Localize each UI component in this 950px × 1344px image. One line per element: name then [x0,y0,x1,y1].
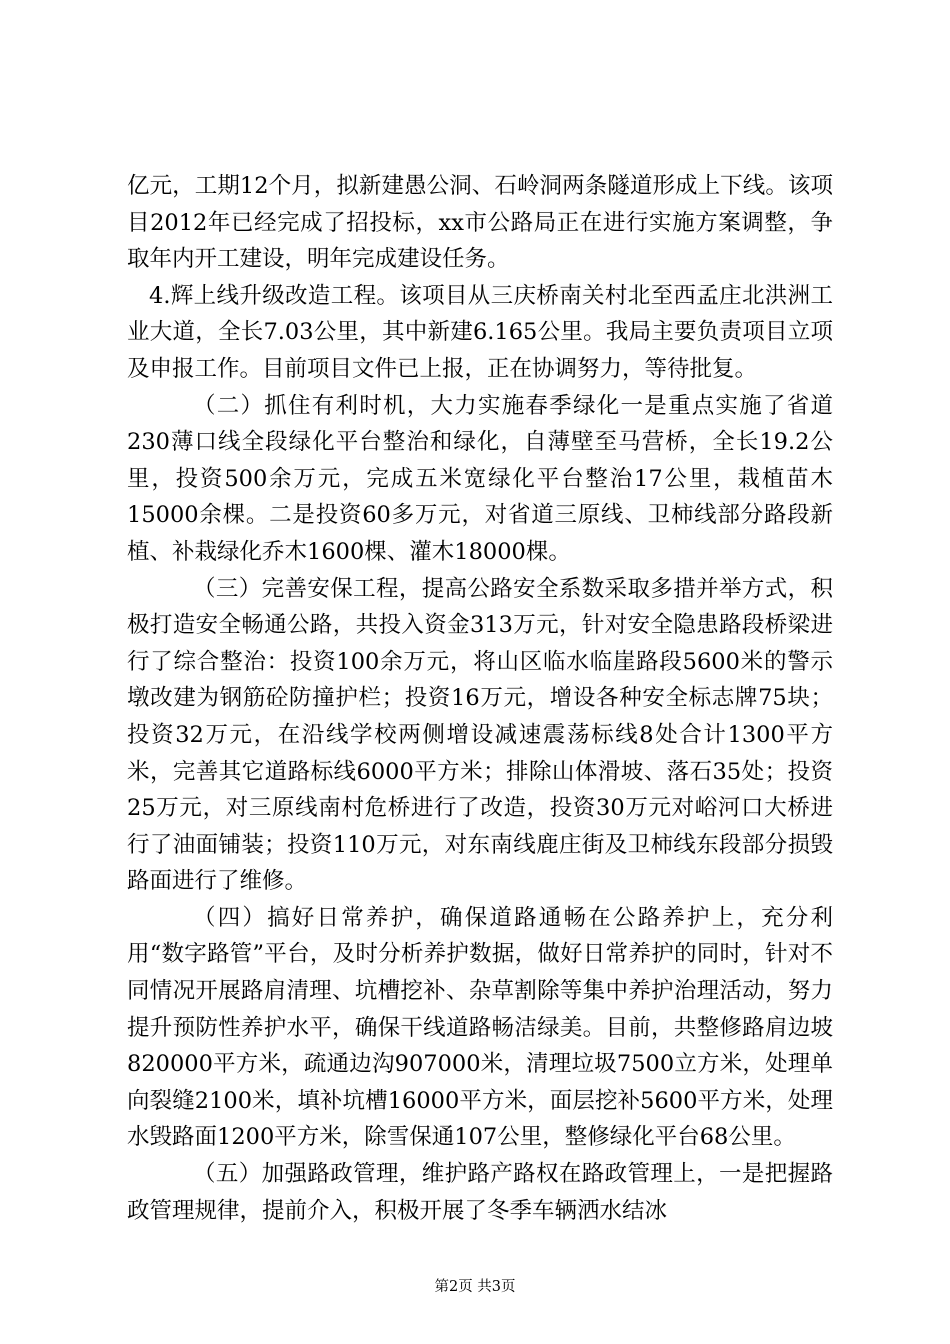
paragraph-spring-greening: （二）抓住有利时机，大力实施春季绿化一是重点实施了省道230薄口线全段绿化平台整治和绿化，自薄壁至马营桥，全长19.2公里，投资500余万元，完成五米宽绿化平台整治17公里，栽植苗木15000余棵。二是投资60多万元，对省道三原线、卫柿线部分路段新植、补栽绿化乔木1600棵、灌木18000棵。 [127,392,833,565]
paragraph-safety-works: （三）完善安保工程，提高公路安全系数采取多措并举方式，积极打造安全畅通公路，共投入资金313万元，针对安全隐患路段桥梁进行了综合整治：投资100余万元，将山区临水临崖路段5600米的警示墩改建为钢筋砼防撞护栏；投资16万元，增设各种安全标志牌75块；投资32万元，在沿线学校两侧增设减速震荡标线8处合计1300平方米，完善其它道路标线6000平方米；排除山体滑坡、落石35处；投资25万元，对三原线南村危桥进行了改造，投资30万元对峪河口大桥进行了油面铺装；投资110万元，对东南线鹿庄街及卫柿线东段部分损毁路面进行了维修。 [127,575,833,895]
paragraph-road-administration: （五）加强路政管理，维护路产路权在路政管理上，一是把握路政管理规律，提前介入，积极开展了冬季车辆洒水结冰 [127,1161,833,1224]
paragraph-daily-maintenance: （四）搞好日常养护，确保道路通畅在公路养护上，充分利用“数字路管”平台，及时分析养护数据，做好日常养护的同时，针对不同情况开展路肩清理、坑槽挖补、杂草割除等集中养护治理活动，努力提升预防性养护水平，确保干线道路畅洁绿美。目前，共整修路肩边坡820000平方米，疏通边沟907000米，清理垃圾7500立方米，处理单向裂缝2100米，填补坑槽16000平方米，面层挖补5600平方米，处理水毁路面1200平方米，除雪保通107公里，整修绿化平台68公里。 [127,904,833,1151]
paragraph-continuation: 亿元，工期12个月，拟新建愚公洞、石岭洞两条隧道形成上下线。该项目2012年已经完成了招投标，xx市公路局正在进行实施方案调整，争取年内开工建设，明年完成建设任务。 [127,173,833,273]
page-footer: 第2页 共3页 [434,1279,516,1295]
paragraph-huishang-line: 4.辉上线升级改造工程。该项目从三庆桥南关村北至西孟庄北洪洲工业大道，全长7.03公里，其中新建6.165公里。我局主要负责项目立项及申报工作。目前项目文件已上报，正在协调努力，等待批复。 [127,282,833,382]
document-body [127,168,833,1229]
